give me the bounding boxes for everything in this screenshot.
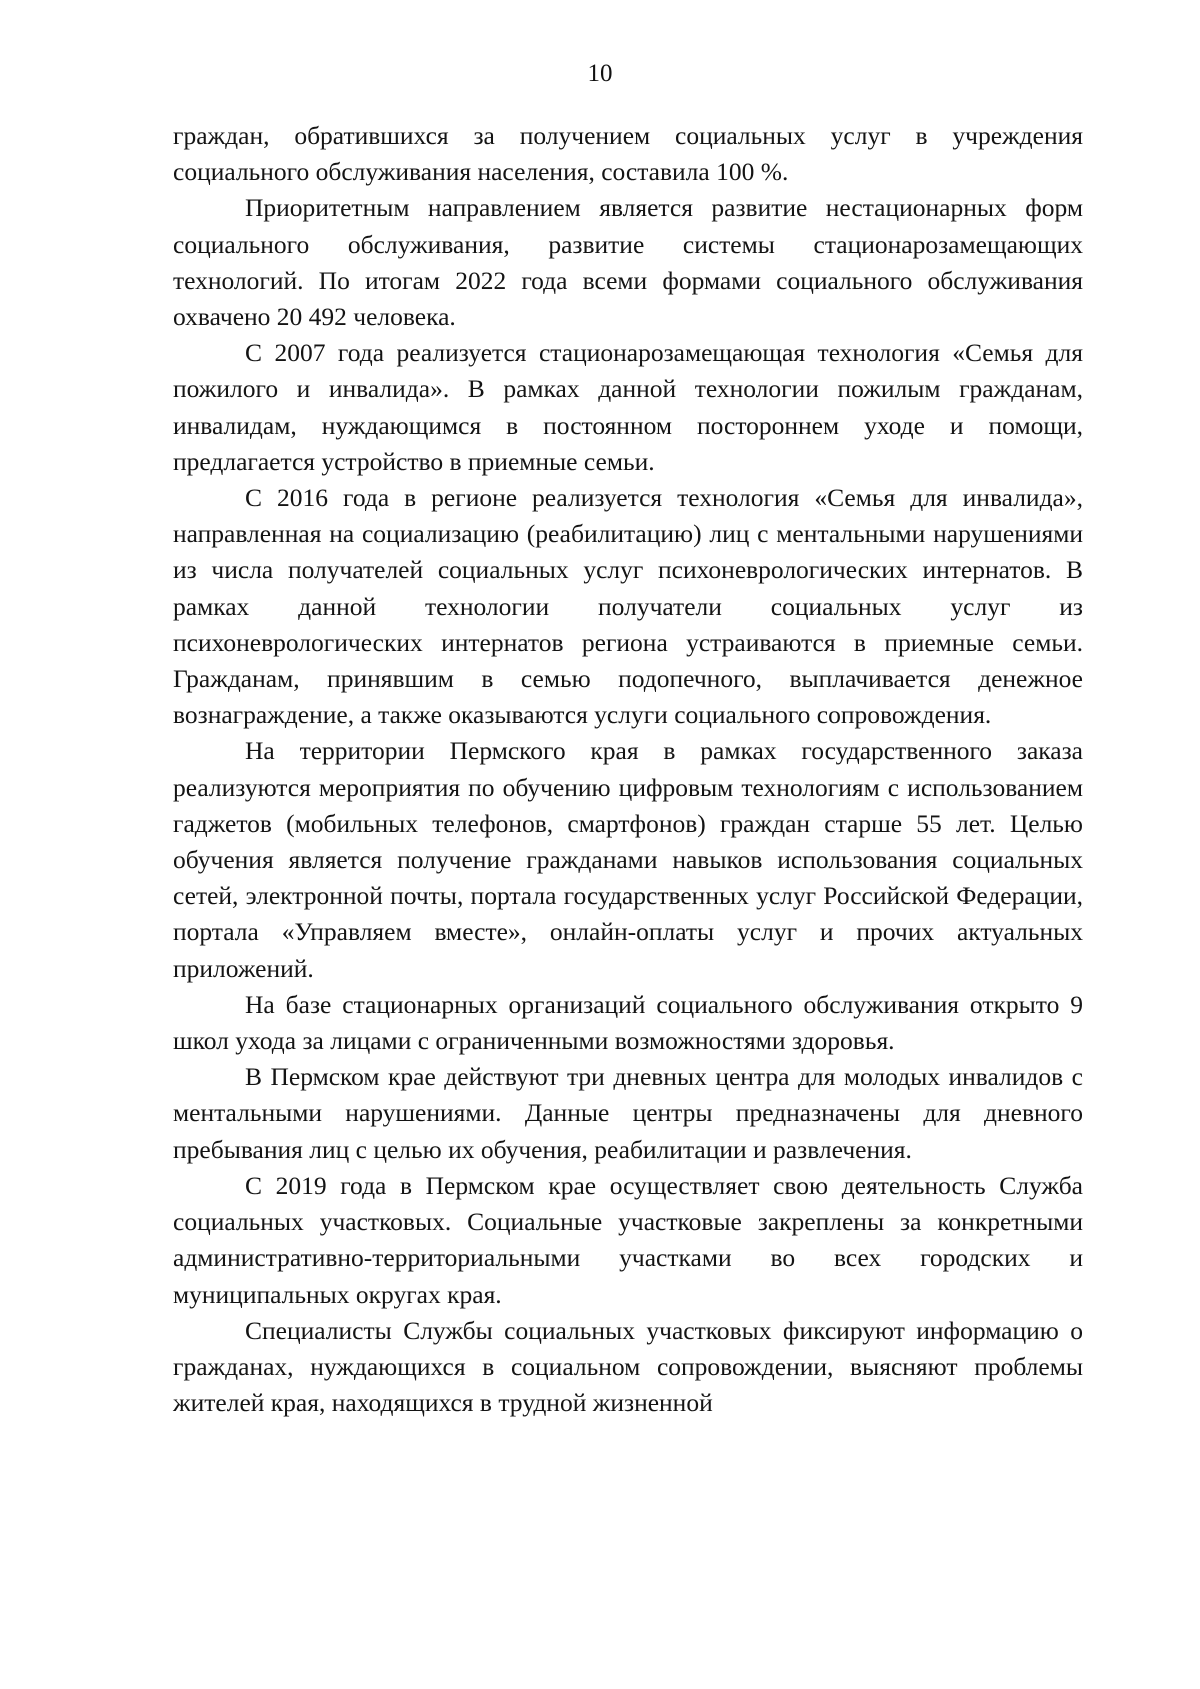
paragraph-1: граждан, обратившихся за получением социальных услуг в учреждения социального обслуживания населения, составила 100 %. [173, 121, 1083, 187]
paragraph-8: С 2019 года в Пермском крае осуществляет свою деятельность Служба социальных участковых. Социальные участковые закреплены за конкретными административно-территориальными участками во всех городских и муниципальных округах края. [173, 1170, 1083, 1309]
paragraph-2: Приоритетным направлением является развитие нестационарных форм социального обслуживания, развитие системы стационарозамещающих технологий. По итогам 2022 года всеми формами социального обслуживания охвачено 20 492 человека. [173, 193, 1083, 332]
paragraph-6: На базе стационарных организаций социального обслуживания открыто 9 школ ухода за лицами с ограниченными возможностями здоровья. [173, 989, 1083, 1056]
paragraph-5: На территории Пермского края в рамках государственного заказа реализуются мероприятия по обучению цифровым технологиям с использованием гаджетов (мобильных телефонов, смартфонов) граждан старше 55 лет. Целью обучения является получение гражданами навыков использования социальных сетей, электронной почты, портала государственных услуг Российской Федерации, портала «Управляем вместе», онлайн-оплаты услуг и прочих актуальных приложений. [173, 736, 1083, 983]
paragraph-9: Специалисты Службы социальных участковых фиксируют информацию о гражданах, нуждающихся в социальном сопровождении, выясняют проблемы жителей края, находящихся в трудной жизненной [173, 1315, 1083, 1418]
page-number: 10 [587, 60, 613, 87]
paragraph-7: В Пермском крае действуют три дневных центра для молодых инвалидов с ментальными нарушениями. Данные центры предназначены для дневного пребывания лиц с целью их обучения, реабилитации и развлечения. [173, 1062, 1083, 1164]
paragraph-4: С 2016 года в регионе реализуется технология «Семья для инвалида», направленная на социализацию (реабилитацию) лиц с ментальными нарушениями из числа получателей социальных услуг психоневрологических интернатов. В рамках данной технологии получатели социальных услуг из психоневрологических интернатов региона устраиваются в приемные семьи. Гражданам, принявшим в семью подопечного, выплачивается денежное вознаграждение, а также оказываются услуги социального сопровождения. [173, 483, 1083, 730]
paragraph-3: С 2007 года реализуется стационарозамещающая технология «Семья для пожилого и инвалида». В рамках данной технологии пожилым гражданам, инвалидам, нуждающимся в постоянном постороннем уходе и помощи, предлагается устройство в приемные семьи. [173, 338, 1083, 476]
document-body [173, 118, 1083, 1421]
